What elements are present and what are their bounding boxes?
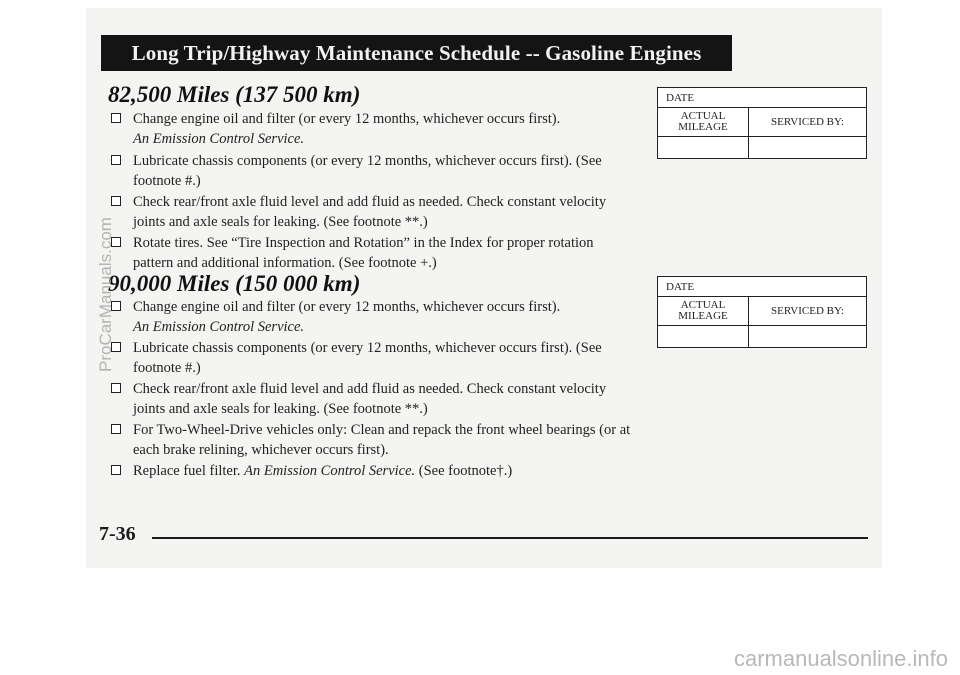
item-text: Rotate tires. See “Tire Inspection and Rotation” in the Index for proper rotation pattern and additional information. (See footnote +.) — [133, 235, 594, 271]
checklist-item — [111, 297, 631, 337]
service-record-table — [657, 276, 867, 348]
checklist-item — [111, 379, 631, 419]
serviced-by-field[interactable] — [749, 326, 867, 348]
item-text: Lubricate chassis components (or every 12 months, whichever occurs first). (See footnote #.) — [133, 153, 602, 189]
checkbox[interactable] — [111, 424, 121, 434]
actual-mileage-field[interactable] — [658, 326, 749, 348]
item-text: Change engine oil and filter (or every 12 months, whichever occurs first). — [133, 111, 561, 127]
item-text: Check rear/front axle fluid level and add fluid as needed. Check constant velocity joints and axle seals for leaking. (See footnote **.) — [133, 381, 607, 417]
serviced-by-header: SERVICED BY: — [749, 297, 867, 326]
checkbox[interactable] — [111, 383, 121, 393]
checklist-item — [111, 109, 631, 149]
checkbox[interactable] — [111, 196, 121, 206]
footer-divider — [152, 537, 868, 539]
item-italic-note: An Emission Control Service. — [133, 319, 305, 335]
item-text: Replace fuel filter. — [133, 463, 241, 479]
service-record-table — [657, 87, 867, 159]
checkbox[interactable] — [111, 155, 121, 165]
item-italic-note: An Emission Control Service. — [244, 463, 416, 479]
item-text: For Two-Wheel-Drive vehicles only: Clean and repack the front wheel bearings (or at each brake relining, whichever occurs first). — [133, 422, 631, 458]
serviced-by-field[interactable] — [749, 137, 867, 159]
bottom-watermark: carmanualsonline.info — [733, 646, 948, 671]
item-italic-note: An Emission Control Service. — [133, 131, 305, 147]
page-number: 7-36 — [99, 523, 136, 545]
item-text: Change engine oil and filter (or every 12 months, whichever occurs first). — [133, 299, 561, 315]
serviced-by-header: SERVICED BY: — [749, 108, 867, 137]
section-heading-90000: 90,000 Miles (150 000 km) — [108, 271, 361, 296]
item-text: Lubricate chassis components (or every 12 months, whichever occurs first). (See footnote #.) — [133, 340, 602, 376]
item-text: Check rear/front axle fluid level and add fluid as needed. Check constant velocity joints and axle seals for leaking. (See footnote **.) — [133, 194, 607, 230]
checklist-item — [111, 192, 631, 232]
checklist-item — [111, 461, 631, 481]
actual-mileage-field[interactable] — [658, 137, 749, 159]
checklist-item — [111, 338, 631, 378]
page-banner: Long Trip/Highway Maintenance Schedule -- Gasoline Engines — [101, 35, 732, 71]
checklist-item — [111, 420, 631, 460]
date-field[interactable]: DATE — [658, 88, 867, 108]
actual-mileage-header: ACTUAL MILEAGE — [658, 108, 749, 137]
checkbox[interactable] — [111, 113, 121, 123]
item-footnote: (See footnote†.) — [418, 463, 513, 479]
checkbox[interactable] — [111, 465, 121, 475]
checklist-item — [111, 233, 631, 273]
side-watermark: ProCarManuals.com — [96, 217, 115, 372]
actual-mileage-header: ACTUAL MILEAGE — [658, 297, 749, 326]
date-field[interactable]: DATE — [658, 277, 867, 297]
section-heading-82500: 82,500 Miles (137 500 km) — [108, 82, 361, 107]
checklist-item — [111, 151, 631, 191]
